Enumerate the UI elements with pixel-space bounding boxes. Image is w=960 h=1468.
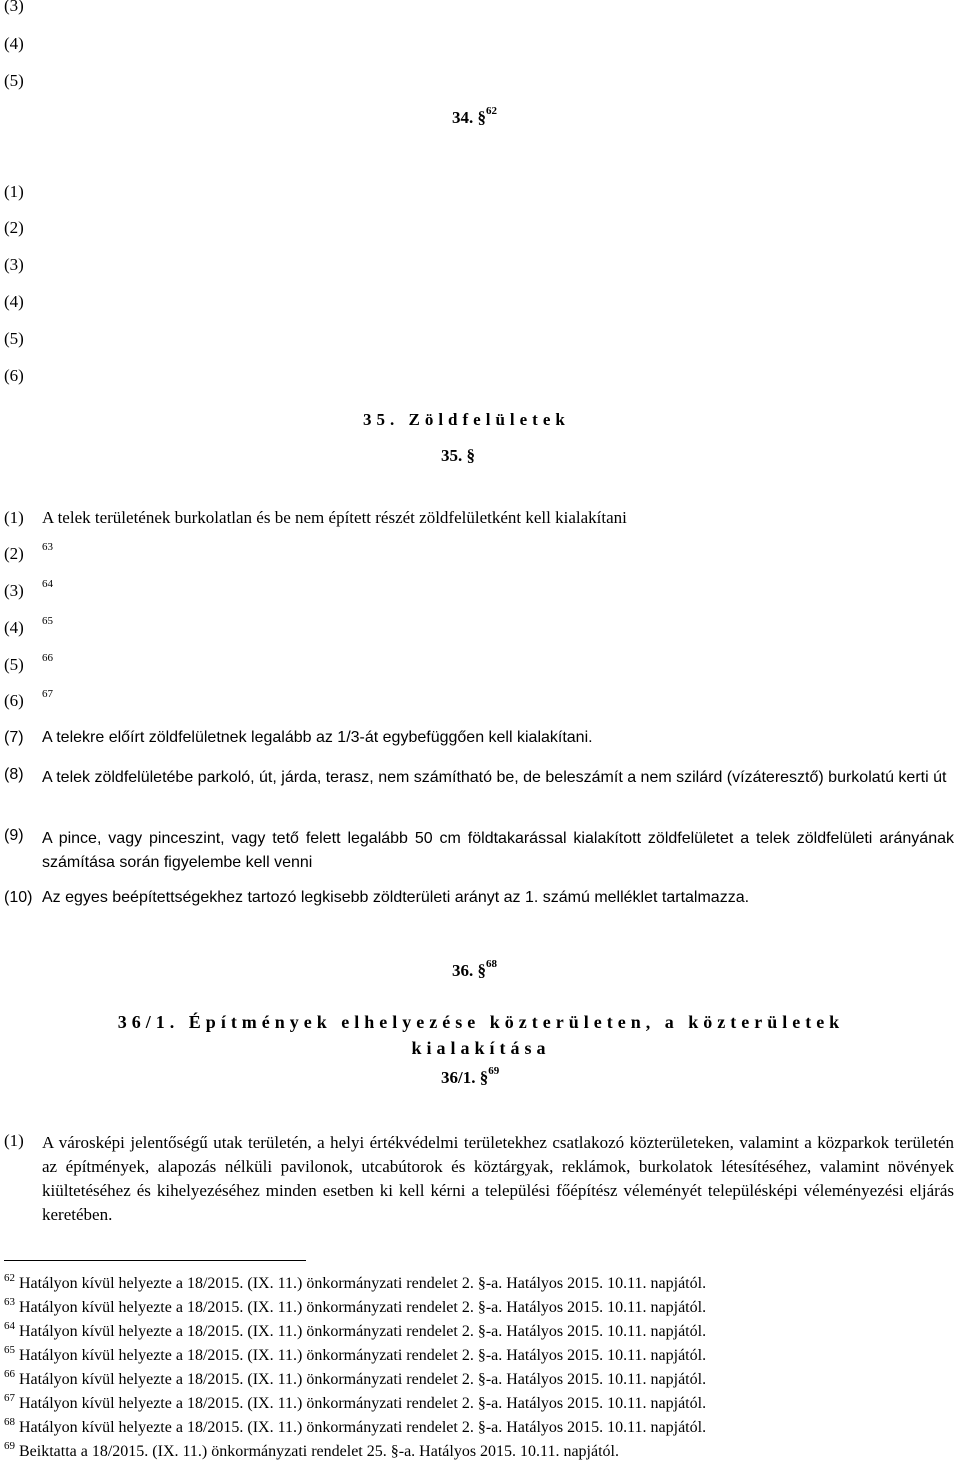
footnote-text: Hatályon kívül helyezte a 18/2015. (IX. 11.) önkormányzati rendelet 2. §-a. Hatályos 2015. 10.11. napjától. (19, 1275, 707, 1292)
list-item: (2) (4, 218, 24, 237)
repealed-paragraph (4, 578, 53, 601)
footnote-separator (4, 1260, 306, 1261)
footnote (4, 1440, 619, 1461)
section-label: 36/1. (441, 1068, 476, 1087)
footnote-text: Hatályon kívül helyezte a 18/2015. (IX. 11.) önkormányzati rendelet 2. §-a. Hatályos 2015. 10.11. napjától. (19, 1299, 707, 1316)
paragraph-number: (3) (4, 581, 24, 600)
list-item: (5) (4, 71, 24, 90)
footnote (4, 1416, 707, 1437)
footnote (4, 1272, 707, 1293)
paragraph-7 (4, 729, 593, 747)
list-item: (6) (4, 366, 24, 385)
chapter-heading-35: 35. Zöldfelületek (363, 410, 570, 429)
paragraph-36-1-1 (4, 1131, 954, 1227)
paragraph-8 (4, 766, 954, 790)
footnote-ref: 66 (42, 652, 53, 664)
footnote-text: Hatályon kívül helyezte a 18/2015. (IX. 11.) önkormányzati rendelet 2. §-a. Hatályos 2015. 10.11. napjától. (19, 1395, 707, 1412)
footnote (4, 1320, 707, 1341)
paragraph-number: (8) (4, 766, 24, 783)
section-symbol: § (466, 446, 475, 465)
repealed-paragraph (4, 688, 53, 711)
section-heading-36-1 (441, 1065, 500, 1088)
footnote-number: 66 (4, 1368, 15, 1380)
paragraph-number: (7) (4, 729, 24, 746)
footnote (4, 1344, 707, 1365)
paragraph-text: A pince, vagy pinceszint, vagy tető felett legalább 50 cm földtakarással kialakított zöldfelületet a telek zöldfelületi arányának számítása során figyelembe kell venni (42, 830, 954, 871)
footnote (4, 1296, 707, 1317)
paragraph-9 (4, 827, 954, 875)
footnote-ref: 67 (42, 688, 53, 700)
chapter-heading-36-1: 36/1. Építmények elhelyezése közterületen, a közterületek (117, 1012, 845, 1032)
paragraph-text: A telek zöldfelületébe parkoló, út, járda, terasz, nem számítható be, de beleszámít a nem szilárd (vízáteresztő) burkolatú kerti út (42, 769, 947, 786)
list-item: (5) (4, 329, 24, 348)
footnote-number: 64 (4, 1320, 15, 1332)
section-heading-35 (441, 446, 475, 466)
chapter-heading-36-1-cont: kialakítása (411, 1038, 551, 1058)
list-item: (4) (4, 292, 24, 311)
paragraph-number: (6) (4, 691, 24, 710)
list-item: (1) (4, 182, 24, 201)
footnote-number: 67 (4, 1392, 15, 1404)
footnote-text: Hatályon kívül helyezte a 18/2015. (IX. 11.) önkormányzati rendelet 2. §-a. Hatályos 2015. 10.11. napjától. (19, 1371, 707, 1388)
footnote-ref: 68 (486, 958, 497, 970)
section-heading-34 (452, 105, 497, 128)
section-symbol: § (477, 961, 486, 980)
paragraph-text: A városképi jelentőségű utak területén, a helyi értékvédelmi területekhez csatlakozó közterületeken, valamint a közparkok területén az építmények, alapozás nélküli pavilonok, utcabútorok és köztárgyak, reklámok, burkolatok létesítéséhez, valamint növények kiültetéséhez és kihelyezéséhez minden esetben ki kell kérni a települési főépítész véleményét településképi véleményezési eljárás keretében. (42, 1133, 954, 1224)
repealed-paragraph (4, 615, 53, 638)
paragraph-text: A telek területének burkolatlan és be nem épített részét zöldfelületként kell kialakítani (42, 508, 627, 527)
footnote-ref: 65 (42, 615, 53, 627)
footnote-text: Hatályon kívül helyezte a 18/2015. (IX. 11.) önkormányzati rendelet 2. §-a. Hatályos 2015. 10.11. napjától. (19, 1347, 707, 1364)
section-label: 35. (441, 446, 463, 465)
list-item: (3) (4, 0, 24, 15)
footnote-text: Hatályon kívül helyezte a 18/2015. (IX. 11.) önkormányzati rendelet 2. §-a. Hatályos 2015. 10.11. napjától. (19, 1323, 707, 1340)
paragraph-text: Az egyes beépítettségekhez tartozó legkisebb zöldterületi arányt az 1. számú melléklet tartalmazza. (42, 889, 750, 906)
footnote-number: 69 (4, 1440, 15, 1452)
footnote-number: 62 (4, 1272, 15, 1284)
section-heading-36 (452, 958, 497, 981)
paragraph-number: (2) (4, 544, 24, 563)
footnote-ref: 69 (488, 1065, 500, 1077)
section-label: 36. (452, 961, 474, 980)
paragraph-number: (1) (4, 508, 24, 527)
paragraph-number: (5) (4, 655, 24, 674)
footnote-ref: 63 (42, 541, 53, 553)
footnote (4, 1368, 707, 1389)
footnote-ref: 64 (42, 578, 53, 590)
paragraph-number: (9) (4, 827, 24, 844)
footnote-number: 65 (4, 1344, 15, 1356)
paragraph-number: (10) (4, 889, 33, 906)
footnote (4, 1392, 707, 1413)
section-symbol: § (479, 1068, 489, 1087)
repealed-paragraph (4, 541, 53, 564)
footnote-ref: 62 (486, 105, 497, 117)
section-symbol: § (477, 108, 486, 127)
paragraph-1 (4, 508, 627, 528)
footnote-number: 68 (4, 1416, 15, 1428)
paragraph-number: (1) (4, 1131, 24, 1150)
list-item: (3) (4, 255, 24, 274)
paragraph-text: A telekre előírt zöldfelületnek legalább az 1/3-át egybefüggően kell kialakítani. (42, 729, 593, 746)
paragraph-number: (4) (4, 618, 24, 637)
section-label: 34. (452, 108, 474, 127)
paragraph-10 (4, 889, 750, 907)
list-item: (4) (4, 34, 24, 53)
footnote-text: Beiktatta a 18/2015. (IX. 11.) önkormányzati rendelet 25. §-a. Hatályos 2015. 10.11. napjától. (19, 1443, 619, 1460)
footnote-number: 63 (4, 1296, 15, 1308)
footnote-text: Hatályon kívül helyezte a 18/2015. (IX. 11.) önkormányzati rendelet 2. §-a. Hatályos 2015. 10.11. napjától. (19, 1419, 707, 1436)
repealed-paragraph (4, 652, 53, 675)
